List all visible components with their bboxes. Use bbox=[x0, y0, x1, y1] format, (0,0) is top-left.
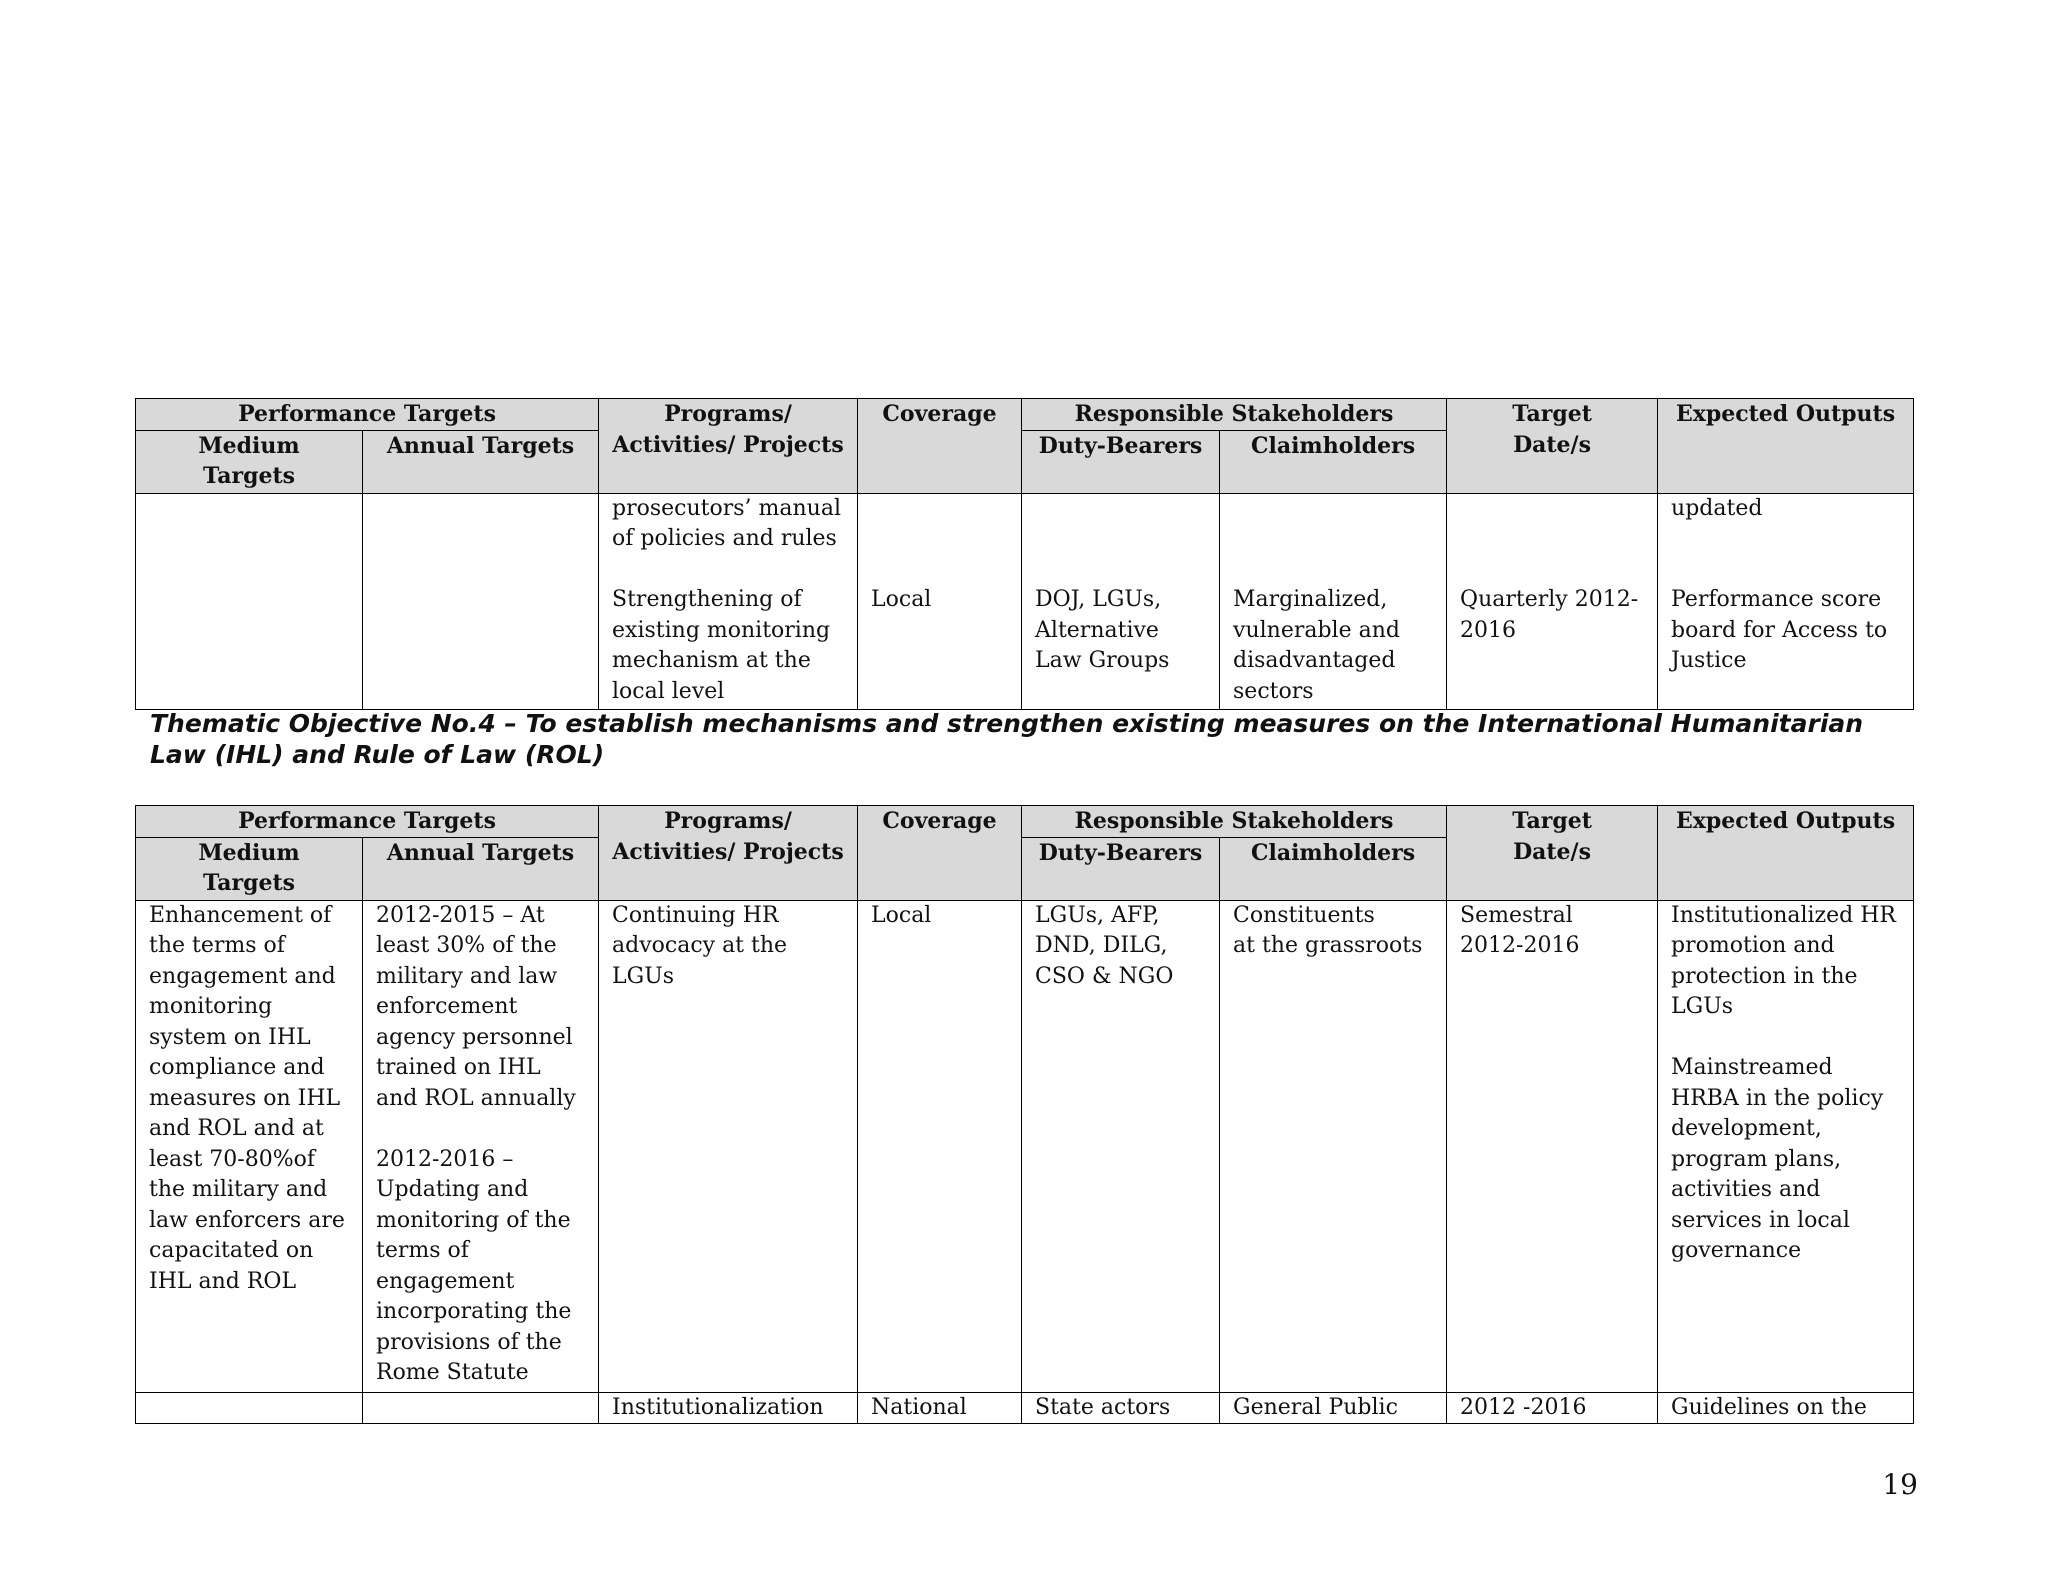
header-duty-bearers: Duty-Bearers bbox=[1022, 430, 1220, 493]
header-medium-targets: Medium Targets bbox=[136, 837, 363, 900]
cell-coverage: Local bbox=[858, 900, 1022, 1392]
header-claimholders: Claimholders bbox=[1220, 430, 1447, 493]
cell-annual-targets bbox=[363, 493, 599, 709]
header-performance-targets: Performance Targets bbox=[136, 806, 599, 838]
cell-claimholders: Constituents at the grassroots bbox=[1220, 900, 1447, 1392]
cell-coverage: Local bbox=[858, 493, 1022, 709]
header-responsible-stakeholders: Responsible Stakeholders bbox=[1022, 806, 1447, 838]
cell-target-dates: Quarterly 2012- 2016 bbox=[1447, 493, 1658, 709]
cell-medium-targets bbox=[136, 1392, 363, 1424]
header-duty-bearers: Duty-Bearers bbox=[1022, 837, 1220, 900]
header-coverage: Coverage bbox=[858, 806, 1022, 901]
cell-expected-outputs: Guidelines on the bbox=[1658, 1392, 1914, 1424]
cell-programs: Institutionalization bbox=[599, 1392, 858, 1424]
header-annual-targets: Annual Targets bbox=[363, 837, 599, 900]
header-target-dates: Target Date/s bbox=[1447, 806, 1658, 901]
cell-annual-targets: 2012-2015 – At least 30% of the military and law enforcement agency personnel trained on IHL and ROL annually 2012-2016 – Updating and monitoring of the terms of engagement incorporating the provisions of the Rome Statute bbox=[363, 900, 599, 1392]
cell-target-dates: Semestral 2012-2016 bbox=[1447, 900, 1658, 1392]
cell-medium-targets: Enhancement of the terms of engagement and monitoring system on IHL compliance and measures on IHL and ROL and at least 70-80%of the military and law enforcers are capacitated on IHL and ROL bbox=[136, 900, 363, 1392]
cell-expected-outputs: updated Performance score board for Access to Justice bbox=[1658, 493, 1914, 709]
table-row bbox=[136, 1392, 1914, 1424]
header-medium-targets: Medium Targets bbox=[136, 430, 363, 493]
cell-programs: prosecutors’ manual of policies and rules Strengthening of existing monitoring mechanism at the local level bbox=[599, 493, 858, 709]
stakeholders-table-continued bbox=[135, 398, 1914, 710]
cell-duty-bearers: LGUs, AFP, DND, DILG, CSO & NGO bbox=[1022, 900, 1220, 1392]
cell-medium-targets bbox=[136, 493, 363, 709]
table-row bbox=[136, 900, 1914, 1392]
cell-programs: Continuing HR advocacy at the LGUs bbox=[599, 900, 858, 1392]
cell-duty-bearers: State actors bbox=[1022, 1392, 1220, 1424]
header-performance-targets: Performance Targets bbox=[136, 399, 599, 431]
cell-claimholders: Marginalized, vulnerable and disadvantaged sectors bbox=[1220, 493, 1447, 709]
cell-expected-outputs: Institutionalized HR promotion and protection in the LGUs Mainstreamed HRBA in the policy development, program plans, activities and services in local governance bbox=[1658, 900, 1914, 1392]
cell-annual-targets bbox=[363, 1392, 599, 1424]
cell-claimholders: General Public bbox=[1220, 1392, 1447, 1424]
header-programs: Programs/ Activities/ Projects bbox=[599, 399, 858, 494]
stakeholders-table-ihl-rol bbox=[135, 805, 1914, 1424]
header-expected-outputs: Expected Outputs bbox=[1658, 806, 1914, 901]
header-expected-outputs: Expected Outputs bbox=[1658, 399, 1914, 494]
header-annual-targets: Annual Targets bbox=[363, 430, 599, 493]
page-number: 19 bbox=[1882, 1468, 1918, 1501]
cell-target-dates: 2012 -2016 bbox=[1447, 1392, 1658, 1424]
header-programs: Programs/ Activities/ Projects bbox=[599, 806, 858, 901]
header-claimholders: Claimholders bbox=[1220, 837, 1447, 900]
cell-duty-bearers: DOJ, LGUs, Alternative Law Groups bbox=[1022, 493, 1220, 709]
thematic-objective-heading: Thematic Objective No.4 – To establish mechanisms and strengthen existing measures on the International Humanitarian Law (IHL) and Rule of Law (ROL) bbox=[150, 709, 1864, 769]
header-responsible-stakeholders: Responsible Stakeholders bbox=[1022, 399, 1447, 431]
header-coverage: Coverage bbox=[858, 399, 1022, 494]
table-row bbox=[136, 493, 1914, 709]
header-target-dates: Target Date/s bbox=[1447, 399, 1658, 494]
cell-coverage: National bbox=[858, 1392, 1022, 1424]
